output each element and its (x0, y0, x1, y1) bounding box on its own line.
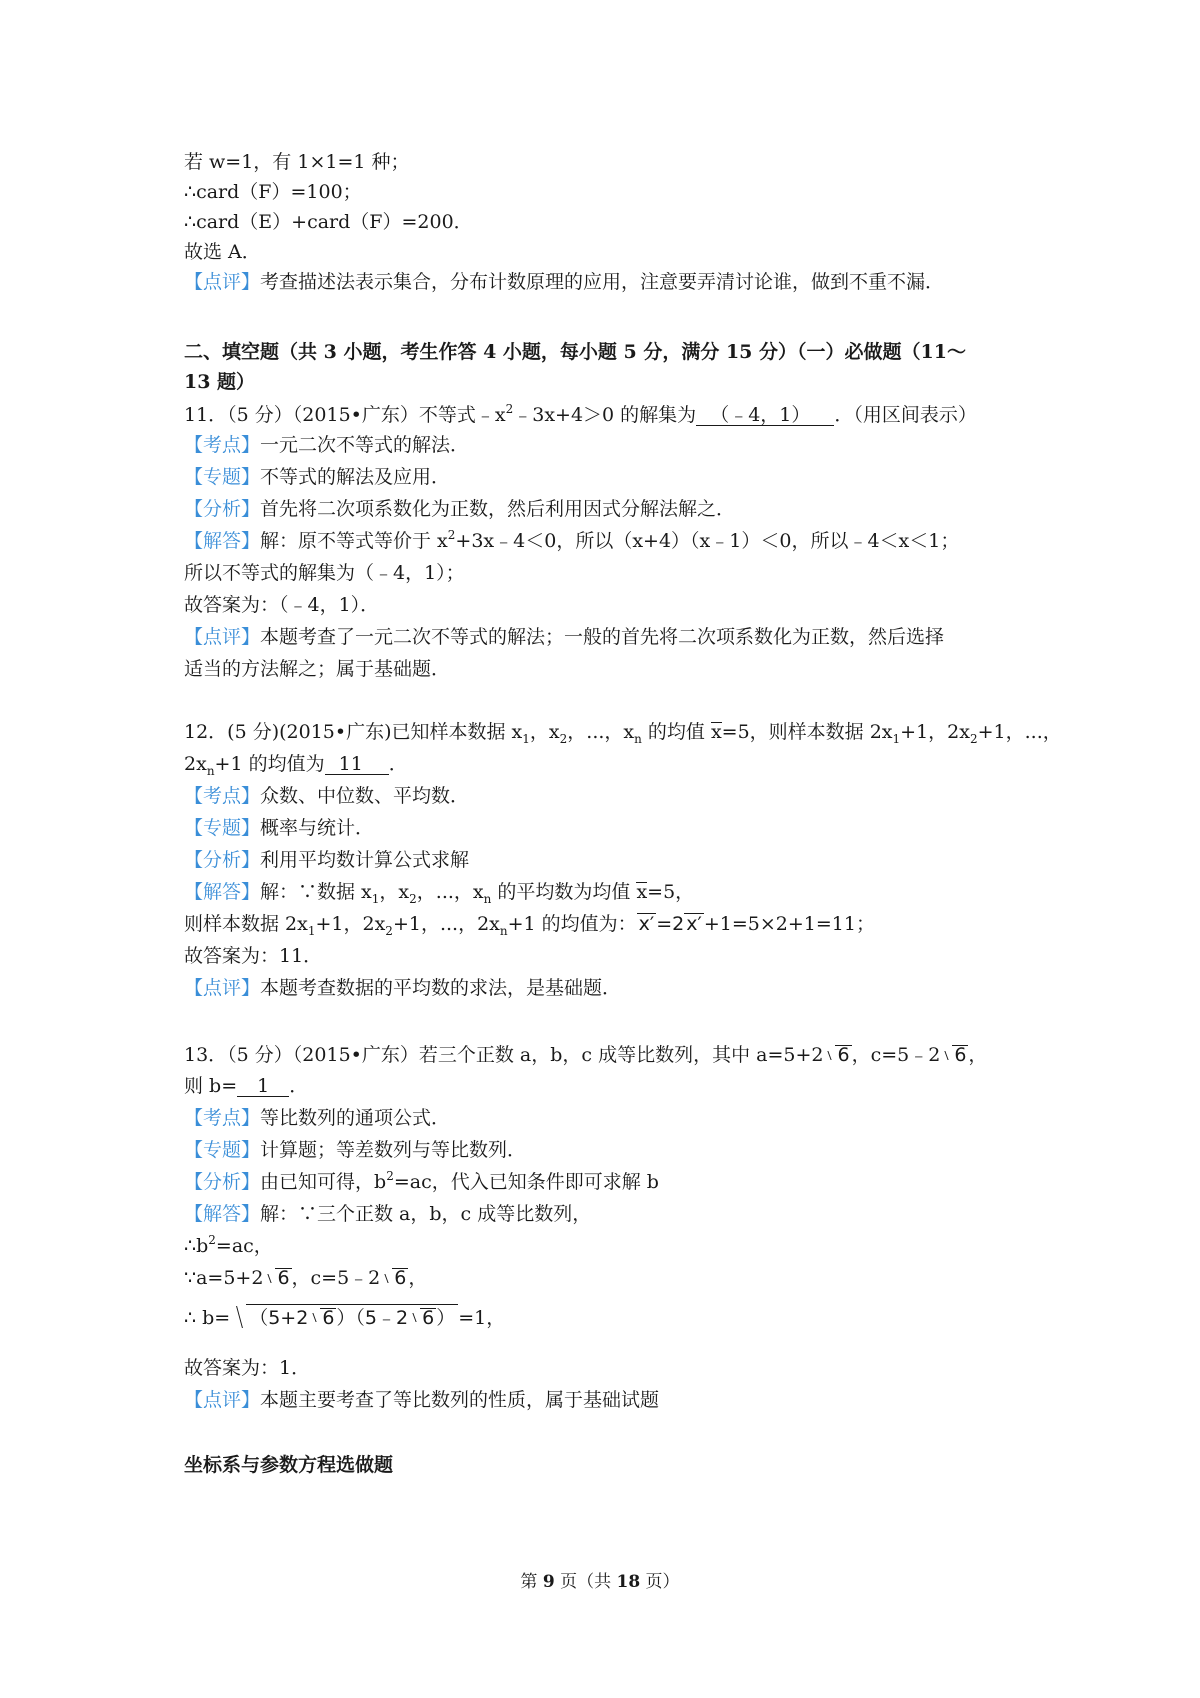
q11-kaodian (184, 433, 469, 457)
zhuanti-tag: 【专题】 (184, 466, 261, 488)
q13-jieda-4 (184, 1302, 505, 1334)
fenxi-tag: 【分析】 (184, 498, 261, 520)
section-heading-cont: 13 题） (184, 371, 256, 393)
sqrt-symbol (408, 1305, 436, 1331)
q11-stem (184, 403, 977, 427)
jieda-text: +1 的均值为： (507, 913, 637, 935)
q11-dianping-2: 适当的方法解之；属于基础题． (184, 658, 451, 680)
jieda-text: ， (408, 1267, 428, 1289)
jieda-text: +1，2x (315, 913, 386, 935)
q11-stem-text: ﹣3x+4＞0 的解集为 (513, 404, 697, 426)
q11-jieda-2: 所以不等式的解集为（﹣4，1）； (184, 562, 465, 584)
q11-exponent: 2 (505, 402, 514, 416)
subscript: 1 (307, 924, 316, 938)
subscript: n (483, 892, 492, 906)
q12-stem-text: +1 的均值为 (214, 753, 325, 775)
mean-symbol: x (636, 881, 648, 903)
jieda-tag: 【解答】 (184, 1203, 261, 1225)
q12-stem-text: =5，则样本数据 2x (721, 721, 893, 743)
q12-stem-text: ，x (529, 721, 560, 743)
q13-jieda-5: 故答案为：1． (184, 1357, 311, 1379)
q13-stem-text: 13．（5 分）（2015•广东）若三个正数 a，b，c 成等比数列，其中 a=5+2 (184, 1044, 824, 1066)
jieda-text: =2 (656, 913, 685, 935)
section-heading-2: 坐标系与参数方程选做题 (184, 1454, 394, 1476)
review-tag: 【点评】 (184, 271, 261, 293)
subscript: 2 (559, 732, 568, 746)
dianping-tag: 【点评】 (184, 626, 261, 648)
subscript: 2 (969, 732, 978, 746)
fenxi-tag: 【分析】 (184, 1171, 261, 1193)
jieda-text: ∴ b= (184, 1307, 231, 1329)
dianping-text: 本题考查数据的平均数的求法，是基础题． (260, 977, 622, 999)
q13-stem-text: ， (968, 1044, 988, 1066)
jieda-text: 解：原不等式等价于 x (260, 530, 448, 552)
fenxi-text: 利用平均数计算公式求解 (260, 849, 470, 871)
footer-text: 页） (640, 1572, 680, 1592)
q12-stem-text: 12．(5 分)(2015•广东)已知样本数据 x (184, 721, 523, 743)
q12-zhuanti (184, 816, 374, 840)
q11-jieda-3: 故答案为：（﹣4，1）． (184, 594, 380, 616)
prev-line-2: ∴card（F）=100； (184, 181, 362, 203)
q11-fenxi (184, 497, 735, 521)
jieda-exponent: 2 (447, 528, 456, 542)
q11-jieda (184, 529, 959, 553)
page-total: 18 (616, 1572, 641, 1592)
q13-kaodian (184, 1106, 450, 1130)
q13-stem-2 (184, 1074, 308, 1098)
q11-dianping (184, 625, 944, 649)
sqrt-symbol (308, 1305, 336, 1331)
subscript: 2 (409, 892, 417, 906)
jieda-text: 解：∵三个正数 a，b，c 成等比数列， (260, 1203, 592, 1225)
q13-answer: 1 (237, 1076, 289, 1097)
dianping-text: 本题考查了一元二次不等式的解法；一般的首先将二次项系数化为正数，然后选择 (260, 626, 945, 648)
radicand: 6 (422, 1307, 435, 1329)
q12-kaodian (184, 784, 469, 808)
q12-stem-text: 的均值 (641, 721, 711, 743)
zhuanti-tag: 【专题】 (184, 817, 261, 839)
kaodian-tag: 【考点】 (184, 1107, 261, 1129)
q11-stem-text: 11．（5 分）（2015•广东）不等式﹣x (184, 404, 506, 426)
subscript: 1 (371, 892, 380, 906)
kaodian-text: 等比数列的通项公式． (260, 1107, 451, 1129)
jieda-text: +1，...，2x (392, 913, 500, 935)
q12-stem (184, 720, 1062, 744)
subscript: 1 (522, 732, 530, 746)
q13-zhuanti (184, 1138, 526, 1162)
q12-stem-text: ． (388, 753, 408, 775)
kaodian-tag: 【考点】 (184, 434, 261, 456)
page-footer (0, 1567, 1200, 1592)
jieda-text: ∴b (184, 1235, 209, 1257)
sqrt-symbol (263, 1266, 291, 1290)
jieda-text: ，...，x (416, 881, 484, 903)
jieda-text: ，x (379, 881, 410, 903)
q12-jieda-2 (184, 912, 875, 936)
fenxi-text: 由已知可得，b (260, 1171, 387, 1193)
kaodian-tag: 【考点】 (184, 785, 261, 807)
radicand: 6 (277, 1267, 290, 1289)
radicand: 6 (322, 1307, 335, 1329)
zhuanti-tag: 【专题】 (184, 1139, 261, 1161)
fenxi-text: =ac，代入已知条件即可求解 b (393, 1171, 659, 1193)
q12-stem-text: +1，2x (900, 721, 970, 743)
mean-prime-symbol: x′ (686, 913, 702, 935)
dianping-tag: 【点评】 (184, 1389, 261, 1411)
subscript: n (499, 924, 508, 938)
q11-zhuanti (184, 465, 450, 489)
mean-prime-symbol: x′ (638, 913, 655, 935)
radicand: 6 (837, 1044, 850, 1066)
jieda-tag: 【解答】 (184, 530, 261, 552)
prev-line-1: 若 w=1，有 1×1=1 种； (184, 151, 410, 173)
q12-dianping (184, 976, 621, 1000)
zhuanti-text: 计算题；等差数列与等比数列． (260, 1139, 527, 1161)
subscript: n (634, 732, 642, 746)
radicand: 6 (394, 1267, 407, 1289)
jieda-text: ，c=5﹣2 (291, 1267, 381, 1289)
q12-stem-2 (184, 752, 408, 776)
kaodian-text: 众数、中位数、平均数． (260, 785, 470, 807)
subscript: 2 (385, 924, 393, 938)
prev-review (184, 270, 944, 294)
fenxi-tag: 【分析】 (184, 849, 261, 871)
jieda-text: 则样本数据 2x (184, 913, 308, 935)
dianping-text: 本题主要考查了等比数列的性质，属于基础试题 (260, 1389, 660, 1411)
mean-symbol: x (710, 721, 722, 743)
q12-jieda (184, 880, 694, 904)
q11-answer: （﹣4，1） (696, 405, 834, 426)
jieda-text: +1=5×2+1=11； (703, 913, 875, 935)
jieda-text: ∵a=5+2 (184, 1267, 264, 1289)
zhuanti-text: 概率与统计． (260, 817, 375, 839)
q13-jieda (184, 1202, 591, 1226)
q12-stem-text: +1，...， (977, 721, 1062, 743)
review-text: 考查描述法表示集合，分布计数原理的应用，注意要弄清讨论谁，做到不重不漏． (260, 271, 945, 293)
jieda-text: 解：∵数据 x (260, 881, 372, 903)
q13-stem-text: ． (289, 1075, 309, 1097)
q12-answer: 11 (325, 754, 389, 775)
q12-fenxi (184, 848, 469, 872)
sqrt-symbol (230, 1302, 458, 1334)
radicand (246, 1304, 458, 1331)
prev-line-4: 故选 A． (184, 241, 261, 263)
q13-dianping (184, 1388, 659, 1412)
q12-jieda-3: 故答案为：11． (184, 945, 323, 967)
sqrt-symbol (823, 1043, 851, 1067)
fenxi-text: 首先将二次项系数化为正数，然后利用因式分解法解之． (260, 498, 736, 520)
radicand-text: （5+2 (249, 1307, 309, 1329)
section-heading: 二、填空题（共 3 小题，考生作答 4 小题，每小题 5 分，满分 15 分）（一）必做题（11～ (184, 341, 966, 363)
q13-stem-text: ，c=5﹣2 (851, 1044, 941, 1066)
jieda-text: 的平均数为均值 (491, 881, 637, 903)
q12-stem-text: 2x (184, 753, 207, 775)
zhuanti-text: 不等式的解法及应用． (260, 466, 451, 488)
page-number: 9 (542, 1572, 555, 1592)
dianping-tag: 【点评】 (184, 977, 261, 999)
prev-line-3: ∴card（E）+card（F）=200． (184, 211, 473, 233)
kaodian-text: 一元二次不等式的解法． (260, 434, 470, 456)
footer-text: 第 (520, 1572, 543, 1592)
jieda-exponent: 2 (208, 1233, 216, 1247)
q13-fenxi (184, 1170, 659, 1194)
footer-text: 页（共 (554, 1572, 617, 1592)
jieda-tag: 【解答】 (184, 881, 261, 903)
sqrt-symbol (940, 1043, 968, 1067)
radicand: 6 (954, 1044, 967, 1066)
q13-jieda-3 (184, 1266, 427, 1290)
sqrt-symbol (380, 1266, 408, 1290)
radicand-text: ） (436, 1307, 456, 1329)
jieda-text: =1， (458, 1307, 506, 1329)
radicand-text: ）（5﹣2 (336, 1307, 409, 1329)
jieda-text: =5， (647, 881, 695, 903)
q11-stem-text: ．（用区间表示） (834, 404, 977, 426)
jieda-text: +3x﹣4＜0，所以（x+4）（x﹣1）＜0，所以﹣4＜x＜1； (455, 530, 960, 552)
fenxi-exponent: 2 (386, 1169, 394, 1183)
q13-stem-text: 则 b= (184, 1075, 238, 1097)
jieda-text: =ac， (215, 1235, 273, 1257)
q12-stem-text: ，...，x (567, 721, 635, 743)
q13-jieda-2 (184, 1234, 273, 1258)
subscript: 1 (892, 732, 901, 746)
subscript: n (206, 764, 215, 778)
q13-stem (184, 1043, 987, 1067)
